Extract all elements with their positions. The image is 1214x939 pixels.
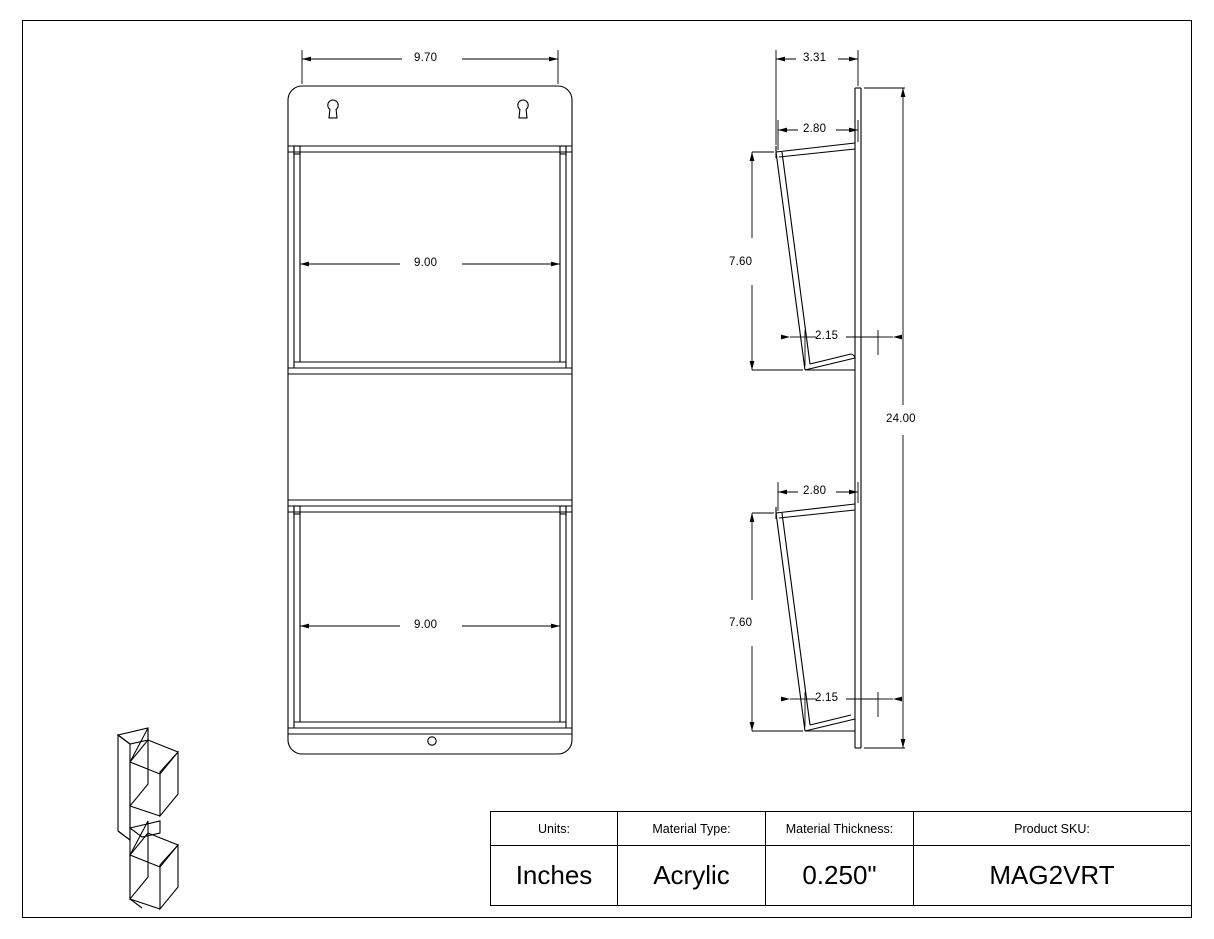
title-block-column-material-thickness	[766, 812, 914, 905]
material-type-value: Acrylic	[653, 860, 730, 890]
dim-side-pocket-bottom-depth: 2.80	[803, 485, 827, 497]
dim-side-pocket-top-lip: 2.15	[815, 330, 839, 342]
isometric-view	[118, 728, 178, 909]
product-sku-value: MAG2VRT	[989, 860, 1115, 890]
dim-side-pocket-bottom-lip: 2.15	[815, 692, 839, 704]
title-block-column-product-sku	[914, 812, 1190, 905]
dim-side-pocket-bottom-height: 7.60	[729, 617, 753, 629]
side-view-dimensions	[752, 50, 905, 748]
units-header: Units:	[491, 812, 617, 846]
dim-side-pocket-top-depth: 2.80	[803, 123, 827, 135]
material-thickness-value: 0.250"	[802, 860, 877, 890]
front-view-dimensions	[300, 50, 560, 626]
title-block-column-units	[491, 812, 618, 905]
front-view-geometry	[288, 86, 572, 754]
material-type-header: Material Type:	[618, 812, 765, 846]
dim-side-pocket-top-height: 7.60	[729, 256, 753, 268]
title-block	[490, 811, 1192, 906]
dim-front-overall-width: 9.70	[414, 52, 438, 64]
dim-front-pocket-bottom-width: 9.00	[414, 619, 438, 631]
title-block-column-material-type	[618, 812, 766, 905]
dim-side-overall-depth: 3.31	[803, 52, 827, 64]
dim-front-pocket-top-width: 9.00	[414, 257, 438, 269]
side-view-geometry	[776, 88, 861, 748]
product-sku-header: Product SKU:	[914, 812, 1190, 846]
dim-side-overall-height: 24.00	[886, 413, 916, 425]
material-thickness-header: Material Thickness:	[766, 812, 913, 846]
units-value: Inches	[515, 860, 593, 890]
